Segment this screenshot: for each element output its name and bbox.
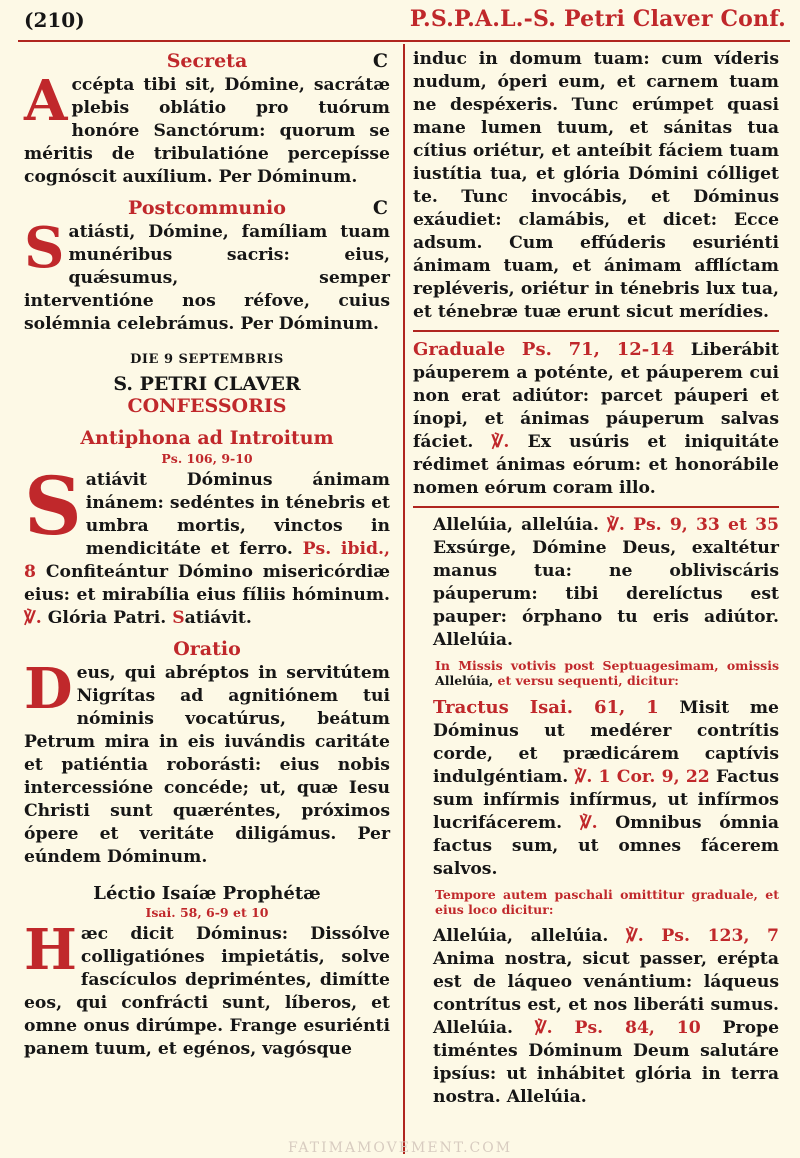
secreta-mark: C [372, 50, 388, 72]
separator [413, 506, 779, 508]
rubric-votive-1: In Missis votivis post Septuagesimam, omissis [435, 658, 779, 673]
feast-date: DIE 9 SEPTEMBRIS [130, 352, 284, 367]
paschal-body-2: Anima nostra, sicut passer, erépta est de láqueo venántium: láqueus contrítus est, et nos liberáti sumus. Allelúia. [433, 949, 779, 1038]
tractus-body-3: Omnibus ómnia factus sum, ut omnes fácerem salvos. [433, 813, 780, 879]
watermark: FATIMAMOVEMENT.COM [287, 1140, 513, 1156]
lectio-text [24, 917, 390, 1061]
saint-name: S. PETRI CLAVER [113, 373, 301, 395]
lectio-ref: Isai. 58, 6-9 et 10 [145, 905, 269, 920]
tractus-body-2: Factus sum infírmis infírmus, ut infírmos lucrifácerem. [433, 767, 780, 833]
paschal-body-1: Allelúia, allelúia. [433, 926, 609, 946]
graduale-title: Graduale Ps. 71, 12-14 [413, 339, 675, 360]
lectio-body: æc dicit Dóminus: Dissólve colligatiónes impietátis, solve fascículos depriméntes, dimítte eos, qui confrácti sunt, líberos, et omne onus dirúmpe. Frange esuriénti panem tuum, et egénos, vagósque [24, 924, 390, 1059]
graduale [413, 338, 779, 500]
introit-body-2: Confiteántur Dómino misericórdiæ eius: et mirabília eius fíliis hóminum. [24, 562, 390, 605]
introit-heading: Antiphona ad Introitum [80, 427, 334, 449]
introit-repeat-initial: S [172, 608, 185, 628]
tractus [413, 696, 779, 881]
alleluia-ref: ℣. Ps. 9, 33 et 35 [607, 515, 779, 535]
introit-psalm-ref: Ps. ibid., 8 [24, 539, 390, 582]
postcommunio-heading [24, 195, 390, 221]
lectio-title: Léctio Isaíæ Prophétæ [93, 883, 321, 904]
graduale-body-2: Ex usúris et iniquitáte rédimet ánimas eórum: et honorábile nomen eórum coram illo. [413, 432, 780, 498]
tractus-versicle: ℣. [579, 813, 598, 833]
paschal-ref-2: ℣. Ps. 84, 10 [534, 1018, 701, 1038]
introit-initial: S [24, 459, 82, 553]
postcommunio-mark: C [372, 197, 388, 219]
left-column [24, 48, 390, 1067]
postcommunio-body: atiásti, Dómine, famíliam tuam munéribus sacris: eius, quǽsumus, semper interventióne nos réfove, cuius solémnia celebrámus. Per Dóminum. [24, 222, 390, 334]
rubric-paschal: Tempore autem paschali omittitur graduale, et eius loco dicitur: [435, 887, 779, 917]
oratio-initial: D [24, 656, 73, 722]
tractus-title: Tractus Isai. 61, 1 [433, 697, 659, 718]
alleluia-body-2: Exsúrge, Dómine Deus, exaltétur manus tua: ne obliviscáris páuperum: tibi derelíctus est pauper: órphano tu eris adiútor. Allelúia. [433, 538, 779, 650]
rubric-votive-2: et versu sequenti, dicitur: [497, 673, 679, 688]
postcommunio-initial: S [24, 215, 65, 281]
header-rule [18, 40, 790, 42]
versicle-icon: ℣. [24, 608, 42, 628]
oratio-text [24, 656, 390, 869]
introit-body-1: atiávit Dóminus ánimam inánem: sedéntes in ténebris et umbra mortis, vinctos in mendicitáte et ferro. [85, 470, 390, 559]
oratio-heading: Oratio [173, 638, 241, 660]
right-column [413, 48, 779, 1115]
alleluia-paschal [413, 925, 779, 1109]
postcommunio-title: Postcommunio [128, 197, 286, 219]
column-divider [403, 44, 405, 1154]
graduale-body-1: Liberábit páuperem a poténte, et páuperem cui non erat adiútor: parcet páuperi et ínopi, et ánimas páuperum salvas fáciet. [413, 340, 779, 452]
introit-text [24, 459, 390, 630]
lectio-initial: H [24, 917, 77, 983]
page-number: (210) [24, 8, 85, 32]
secreta-text [24, 68, 390, 189]
alleluia [413, 514, 779, 652]
secreta-initial: A [24, 68, 68, 134]
graduale-versicle: ℣. [491, 432, 510, 452]
introit-repeat: atiávit. [184, 608, 252, 628]
secreta-title: Secreta [166, 50, 248, 72]
rubric-votive-word: Allelúia, [435, 673, 494, 688]
running-title: P.S.P.A.L.-S. Petri Claver Conf. [409, 6, 786, 32]
rubric-votive [413, 658, 779, 688]
paschal-ref-1: ℣. Ps. 123, 7 [626, 926, 779, 946]
oratio-body: eus, qui abréptos in servitútem Nigrítas ad agnitiónem tui nóminis vocatúrus, beátum Petrum mira in eis iuvándis caritáte et patiéntia roborásti: eius nobis intercessióne concéde; ut, quæ Iesu Christi sunt quæréntes, próximos ópere et veritáte diligámus. Per eúndem Dóminum. [24, 663, 390, 867]
lectio-continuation: induc in domum tuam: cum víderis nudum, óperi eum, et carnem tuam ne despéxeris. Tunc erúmpet quasi mane lumen tuum, et sánitas tua cítius oriétur, et anteíbit fáciem tuam iustítia tua, et glória Dómini cólliget te. Tunc invocábis, et Dóminus exáudiet: clamábis, et dicet: Ecce adsum. Cum effúderis esuriénti ánimam tuam, et ánimam afflíctam repléveris, oriétur in ténebris lux tua, et ténebræ tuæ erunt sicut merídies. [413, 49, 779, 322]
secreta-heading [24, 48, 390, 74]
introit-ref: Ps. 106, 9-10 [161, 451, 253, 466]
postcommunio-text [24, 215, 390, 336]
paschal-body-3: Prope timéntes Dóminum Deum salutáre ipsíus: ut inhábitet glória in terra nostra. Allelúia. [433, 1018, 780, 1107]
tractus-ref: ℣. 1 Cor. 9, 22 [574, 767, 710, 787]
introit-gloria: Glória Patri. [47, 608, 167, 628]
saint-rank: CONFESSORIS [127, 395, 287, 417]
secreta-body: ccépta tibi sit, Dómine, sacrátæ plebis oblátio pro tuórum honóre Sanctórum: quorum se méritis de tribulatióne percepísse cognóscit auxílium. Per Dóminum. [24, 75, 390, 187]
tractus-body-1: Misit me Dóminus ut medérer contrítis corde, et prædicárem captívis indulgéntiam. [433, 698, 779, 787]
separator [413, 330, 779, 332]
alleluia-body-1: Allelúia, allelúia. [433, 515, 599, 535]
page-header [0, 0, 800, 38]
